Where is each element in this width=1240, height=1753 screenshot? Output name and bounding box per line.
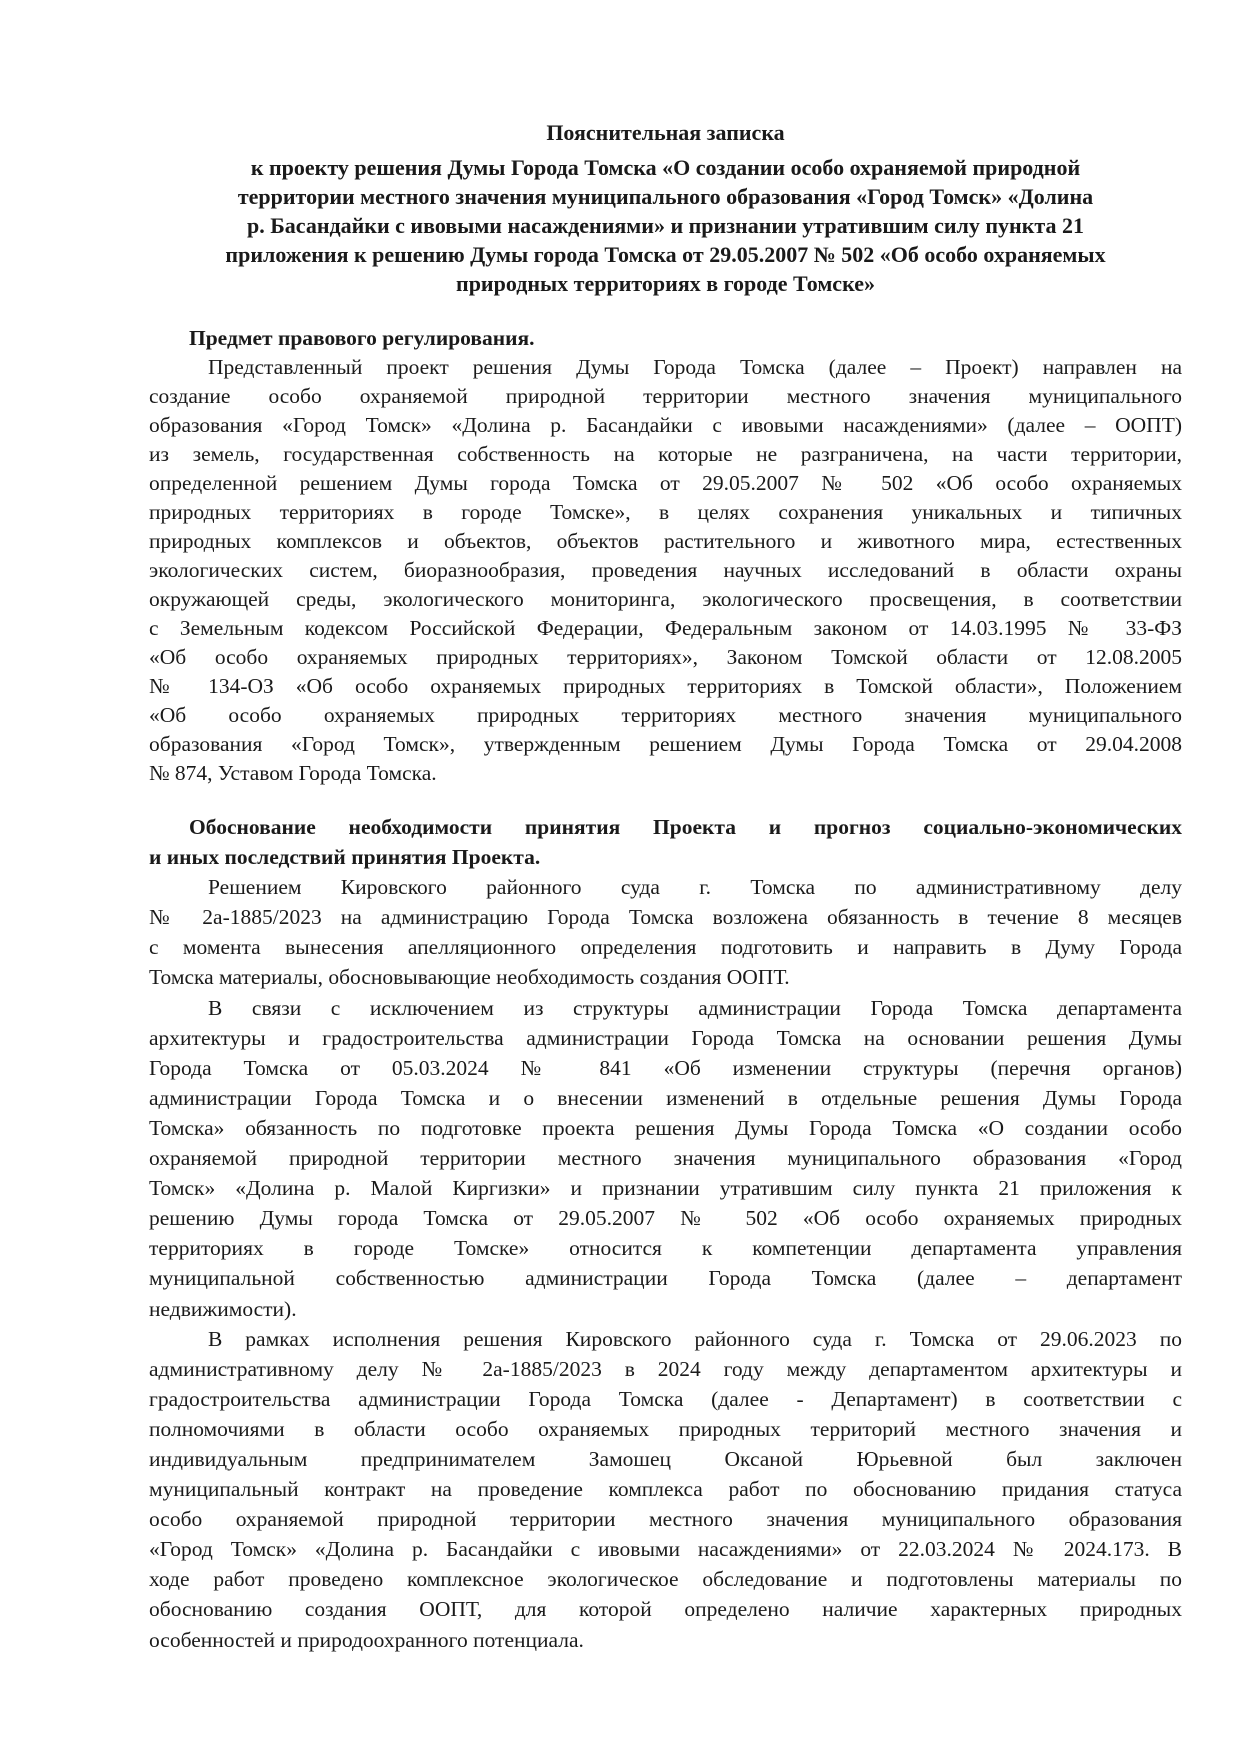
title-line: р. Басандайки с ивовыми насаждениями» и признании утратившим силу пункта 21 <box>247 213 1084 238</box>
paragraph-line: В связи с исключением из структуры администрации Города Томска департамента <box>208 995 1182 1020</box>
paragraph-line: «Об особо охраняемых природных территориях местного значения муниципального <box>149 703 1182 727</box>
paragraph-line: административному делу № 2а-1885/2023 в 2024 году между департаментом архитектуры и <box>149 1356 1182 1381</box>
paragraph-line: Города Томска от 05.03.2024 № 841 «Об изменении структуры (перечня органов) <box>149 1055 1182 1080</box>
paragraph-line: «Об особо охраняемых природных территориях», Законом Томской области от 12.08.2005 <box>149 645 1182 669</box>
paragraph-line: ходе работ проведено комплексное экологическое обследование и подготовлены материалы по <box>149 1567 1182 1592</box>
paragraph-line: «Город Томск» «Долина р. Басандайки с ивовыми насаждениями» от 22.03.2024 № 2024.173. В <box>149 1537 1182 1562</box>
paragraph-line: № 134-ОЗ «Об особо охраняемых природных территориях в Томской области», Положением <box>149 674 1182 698</box>
paragraph-line: муниципальный контракт на проведение комплекса работ по обоснованию придания статуса <box>149 1477 1182 1502</box>
paragraph-line: муниципальной собственностью администрации Города Томска (далее – департамент <box>149 1266 1182 1291</box>
paragraph-line: администрации Города Томска и о внесении изменений в отдельные решения Думы Города <box>149 1085 1182 1110</box>
paragraph-line: с момента вынесения апелляционного определения подготовить и направить в Думу Города <box>149 935 1182 960</box>
paragraph-line: образования «Город Томск», утвержденным решением Думы Города Томска от 29.04.2008 <box>149 732 1182 756</box>
title-line: приложения к решению Думы города Томска от 29.05.2007 № 502 «Об особо охраняемых <box>225 242 1106 267</box>
paragraph-line: окружающей среды, экологического мониторинга, экологического просвещения, в соответствии <box>149 587 1182 611</box>
paragraph-line: природных комплексов и объектов, объектов растительного и животного мира, естественных <box>149 529 1182 553</box>
paragraph-line: с Земельным кодексом Российской Федерации, Федеральным законом от 14.03.1995 № 33-ФЗ <box>149 616 1182 640</box>
section-heading-line: и иных последствий принятия Проекта. <box>149 845 541 870</box>
section-heading-line: Обоснование необходимости принятия Проекта и прогноз социально-экономических <box>189 815 1182 839</box>
paragraph-line: индивидуальным предпринимателем Замошец Оксаной Юрьевной был заключен <box>149 1446 1182 1471</box>
paragraph-line: обоснованию создания ООПТ, для которой определено наличие характерных природных <box>149 1597 1182 1622</box>
title-line: Пояснительная записка <box>546 120 785 145</box>
paragraph-line: из земель, государственная собственность на которые не разграничена, на части территории, <box>149 442 1182 466</box>
paragraph-line: Представленный проект решения Думы Города Томска (далее – Проект) направлен на <box>208 355 1182 379</box>
section-heading-line: Предмет правового регулирования. <box>189 326 535 350</box>
paragraph-line: решению Думы города Томска от 29.05.2007 № 502 «Об особо охраняемых природных <box>149 1206 1182 1231</box>
paragraph-line: особо охраняемой природной территории местного значения муниципального образования <box>149 1507 1182 1532</box>
title-line: к проекту решения Думы Города Томска «О создании особо охраняемой природной <box>250 155 1081 180</box>
paragraph-line: Томск» «Долина р. Малой Киргизки» и признании утратившим силу пункта 21 приложения к <box>149 1176 1182 1201</box>
paragraph-line: особенностей и природоохранного потенциала. <box>149 1627 584 1652</box>
paragraph-line: № 2а-1885/2023 на администрацию Города Томска возложена обязанность в течение 8 месяцев <box>149 905 1182 930</box>
paragraph-line: территориях в городе Томске» относится к компетенции департамента управления <box>149 1236 1182 1261</box>
paragraph-line: недвижимости). <box>149 1296 297 1321</box>
title-line: природных территориях в городе Томске» <box>456 271 875 296</box>
paragraph-line: полномочиями в области особо охраняемых природных территорий местного значения и <box>149 1416 1182 1441</box>
document-title <box>149 118 1182 298</box>
section-justification <box>149 812 1182 1655</box>
paragraph-line: № 874, Уставом Города Томска. <box>149 761 437 785</box>
paragraph-line: архитектуры и градостроительства администрации Города Томска на основании решения Думы <box>149 1025 1182 1050</box>
paragraph-line: В рамках исполнения решения Кировского районного суда г. Томска от 29.06.2023 по <box>208 1326 1182 1351</box>
paragraph-line: охраняемой природной территории местного значения муниципального образования «Город <box>149 1146 1182 1171</box>
paragraph-line: Решением Кировского районного суда г. Томска по административному делу <box>208 875 1182 900</box>
section-legal-regulation <box>149 324 1182 788</box>
paragraph-line: Томска материалы, обосновывающие необходимость создания ООПТ. <box>149 965 790 990</box>
paragraph-line: образования «Город Томск» «Долина р. Басандайки с ивовыми насаждениями» (далее – ООПТ) <box>149 413 1182 437</box>
paragraph-line: природных территориях в городе Томске», в целях сохранения уникальных и типичных <box>149 500 1182 524</box>
title-line: территории местного значения муниципального образования «Город Томск» «Долина <box>237 184 1094 209</box>
paragraph-line: экологических систем, биоразнообразия, проведения научных исследований в области охраны <box>149 558 1182 582</box>
paragraph-line: Томска» обязанность по подготовке проекта решения Думы Города Томска «О создании особо <box>149 1115 1182 1140</box>
paragraph-line: определенной решением Думы города Томска от 29.05.2007 № 502 «Об особо охраняемых <box>149 471 1182 495</box>
paragraph-line: градостроительства администрации Города Томска (далее - Департамент) в соответствии с <box>149 1386 1182 1411</box>
paragraph-line: создание особо охраняемой природной территории местного значения муниципального <box>149 384 1182 408</box>
